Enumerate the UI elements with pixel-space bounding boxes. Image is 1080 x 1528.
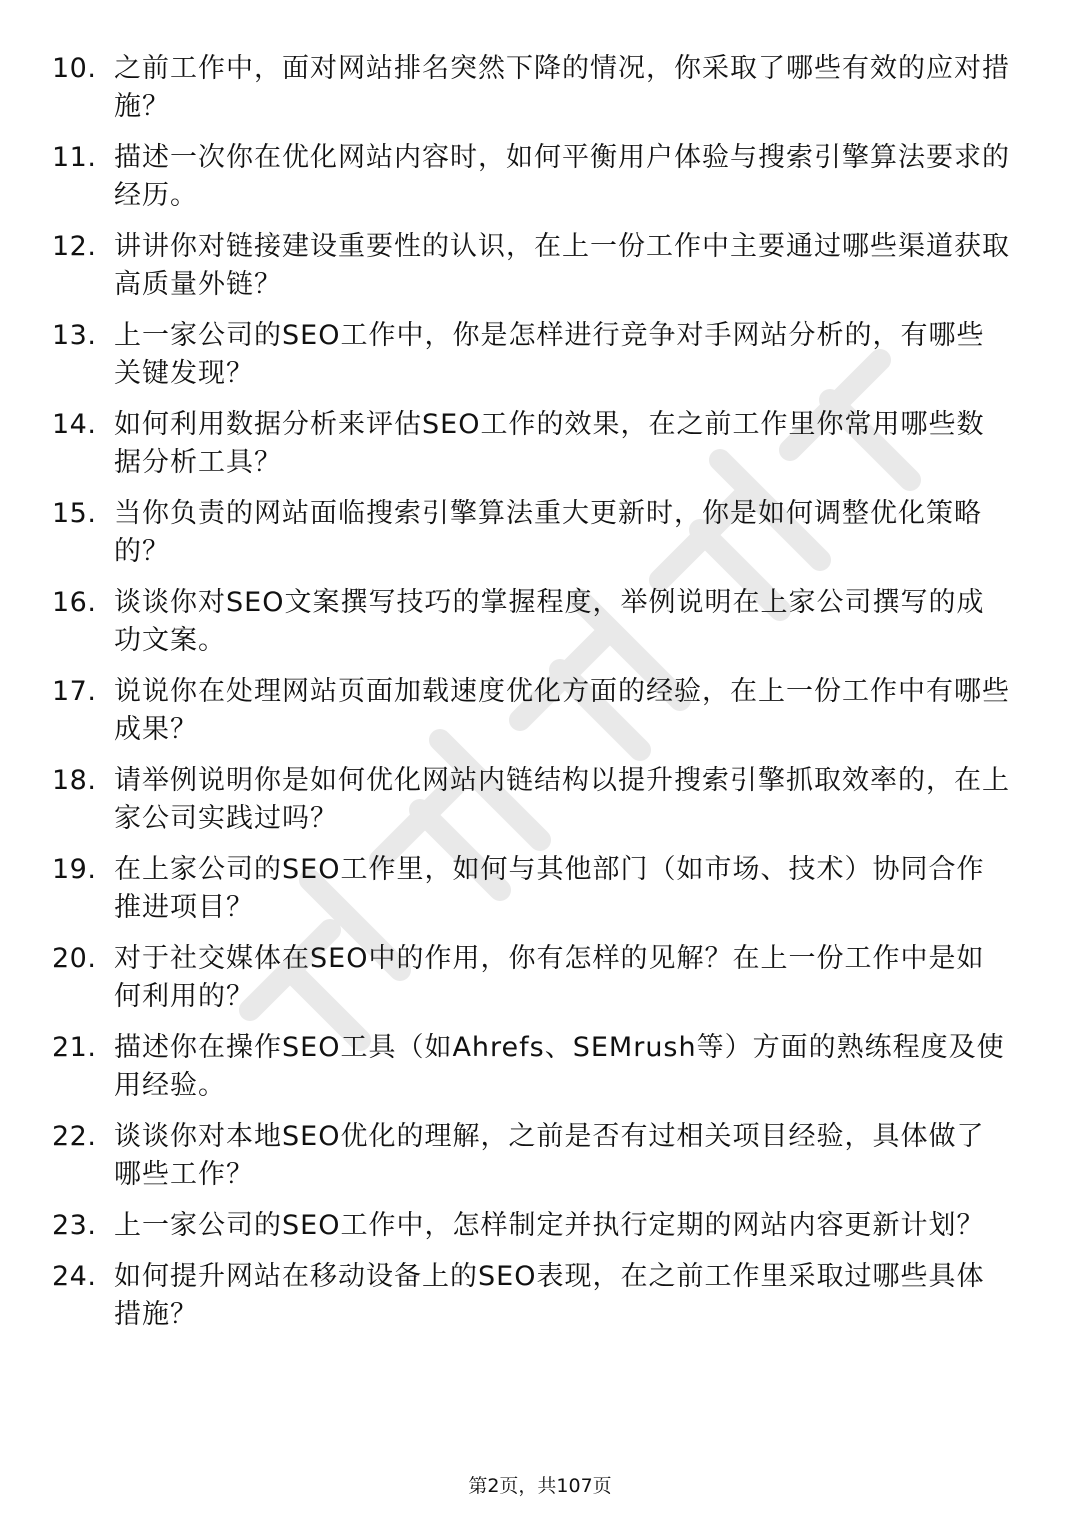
question-item bbox=[52, 1258, 1012, 1334]
question-number: 16. bbox=[52, 587, 97, 618]
question-number: 22. bbox=[52, 1121, 97, 1152]
question-item bbox=[52, 406, 1012, 482]
question-number: 18. bbox=[52, 765, 97, 796]
question-text: 如何利用数据分析来评估SEO工作的效果，在之前工作里你常用哪些数据分析工具？ bbox=[114, 409, 985, 478]
question-item bbox=[52, 762, 1012, 838]
question-item bbox=[52, 495, 1012, 571]
question-number: 12. bbox=[52, 231, 97, 262]
question-number: 14. bbox=[52, 409, 97, 440]
page-footer: 第2页，共107页 bbox=[468, 1475, 612, 1497]
question-number: 17. bbox=[52, 676, 97, 707]
question-text: 对于社交媒体在SEO中的作用，你有怎样的见解？在上一份工作中是如何利用的？ bbox=[114, 943, 985, 1012]
question-item bbox=[52, 851, 1012, 927]
question-number: 20. bbox=[52, 943, 97, 974]
question-number: 13. bbox=[52, 320, 97, 351]
question-number: 21. bbox=[52, 1032, 97, 1063]
question-number: 24. bbox=[52, 1261, 97, 1292]
question-number: 19. bbox=[52, 854, 97, 885]
question-item bbox=[52, 1118, 1012, 1194]
question-text: 讲讲你对链接建设重要性的认识，在上一份工作中主要通过哪些渠道获取高质量外链？ bbox=[114, 231, 1010, 300]
question-item bbox=[52, 1029, 1012, 1105]
question-number: 15. bbox=[52, 498, 97, 529]
question-item bbox=[52, 584, 1012, 660]
question-item bbox=[52, 940, 1012, 1016]
question-text: 描述你在操作SEO工具（如Ahrefs、SEMrush等）方面的熟练程度及使用经验。 bbox=[114, 1032, 1005, 1101]
question-text: 描述一次你在优化网站内容时，如何平衡用户体验与搜索引擎算法要求的经历。 bbox=[114, 142, 1010, 211]
question-item bbox=[52, 139, 1012, 215]
question-item bbox=[52, 317, 1012, 393]
question-text: 之前工作中，面对网站排名突然下降的情况，你采取了哪些有效的应对措施？ bbox=[114, 53, 1010, 122]
question-text: 谈谈你对SEO文案撰写技巧的掌握程度，举例说明在上家公司撰写的成功文案。 bbox=[114, 587, 985, 656]
question-text: 在上家公司的SEO工作里，如何与其他部门（如市场、技术）协同合作推进项目？ bbox=[114, 854, 985, 923]
question-number: 10. bbox=[52, 53, 97, 84]
question-number: 11. bbox=[52, 142, 97, 173]
question-text: 上一家公司的SEO工作中，怎样制定并执行定期的网站内容更新计划？ bbox=[114, 1210, 985, 1241]
question-text: 谈谈你对本地SEO优化的理解，之前是否有过相关项目经验，具体做了哪些工作？ bbox=[114, 1121, 985, 1190]
question-item bbox=[52, 1207, 1012, 1245]
question-text: 请举例说明你是如何优化网站内链结构以提升搜索引擎抓取效率的，在上家公司实践过吗？ bbox=[114, 765, 1010, 834]
question-text: 如何提升网站在移动设备上的SEO表现，在之前工作里采取过哪些具体措施？ bbox=[114, 1261, 985, 1330]
question-item bbox=[52, 228, 1012, 304]
question-number: 23. bbox=[52, 1210, 97, 1241]
question-text: 说说你在处理网站页面加载速度优化方面的经验，在上一份工作中有哪些成果？ bbox=[114, 676, 1010, 745]
question-item bbox=[52, 50, 1012, 126]
question-item bbox=[52, 673, 1012, 749]
question-list bbox=[52, 50, 1012, 1347]
question-text: 上一家公司的SEO工作中，你是怎样进行竞争对手网站分析的，有哪些关键发现？ bbox=[114, 320, 985, 389]
question-text: 当你负责的网站面临搜索引擎算法重大更新时，你是如何调整优化策略的？ bbox=[114, 498, 982, 567]
